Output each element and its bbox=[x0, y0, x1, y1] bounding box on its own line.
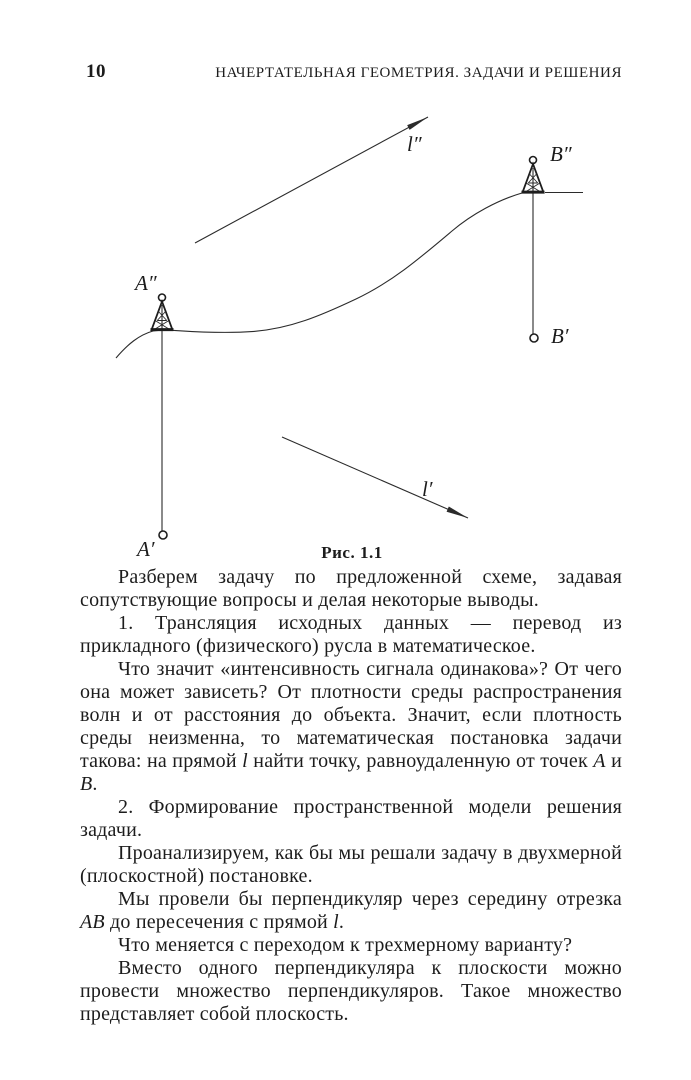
line-l-frontal bbox=[195, 117, 428, 243]
paragraph: Мы провели бы перпендикуляр через середину отрезка AB до пересечения с прямой l. bbox=[80, 888, 622, 933]
label-a-horizontal: A′ bbox=[137, 537, 155, 561]
page-number: 10 bbox=[86, 61, 106, 82]
paragraph: 2. Формирование пространственной модели решения задачи. bbox=[80, 796, 622, 841]
paragraph: 1. Трансляция исходных данных — перевод из прикладного (физического) русла в математическое. bbox=[80, 612, 622, 657]
paragraph: Вместо одного перпендикуляра к плоскости можно провести множество перпендикуляров. Такое множество представляет собой плоскость. bbox=[80, 957, 622, 1025]
paragraph: Что меняется с переходом к трехмерному варианту? bbox=[118, 934, 573, 956]
point-a-horizontal bbox=[159, 531, 167, 539]
running-head: НАЧЕРТАТЕЛЬНАЯ ГЕОМЕТРИЯ. ЗАДАЧИ И РЕШЕНИЯ bbox=[215, 65, 622, 81]
label-l-frontal: l″ bbox=[407, 132, 422, 156]
body-text bbox=[80, 566, 622, 1026]
line-l-horizontal bbox=[282, 437, 468, 518]
point-b-horizontal bbox=[530, 334, 538, 342]
arrowhead-l-frontal bbox=[407, 117, 428, 130]
label-b-horizontal: B′ bbox=[551, 324, 569, 348]
figure-1-1 bbox=[0, 100, 691, 570]
terrain-curve bbox=[116, 193, 522, 358]
paragraph: Проанализируем, как бы мы решали задачу в двухмерной (плоскостной) постановке. bbox=[80, 842, 622, 887]
paragraph: Разберем задачу по предложенной схеме, задавая сопутствующие вопросы и делая некоторые выводы. bbox=[80, 566, 622, 611]
paragraph: Что значит «интенсивность сигнала одинакова»? От чего она может зависеть? От плотности среды распространения волн и от расстояния до объекта. Значит, если плотность среды неизменна, то математическая постановка задачи такова: на прямой l найти точку, равноудаленную от точек A и B. bbox=[80, 658, 622, 795]
label-l-horizontal: l′ bbox=[422, 477, 433, 501]
label-a-frontal: A″ bbox=[135, 271, 157, 295]
arrowhead-l-horizontal bbox=[447, 507, 468, 519]
label-b-frontal: B″ bbox=[550, 142, 572, 166]
figure-caption: Рис. 1.1 bbox=[321, 543, 383, 562]
